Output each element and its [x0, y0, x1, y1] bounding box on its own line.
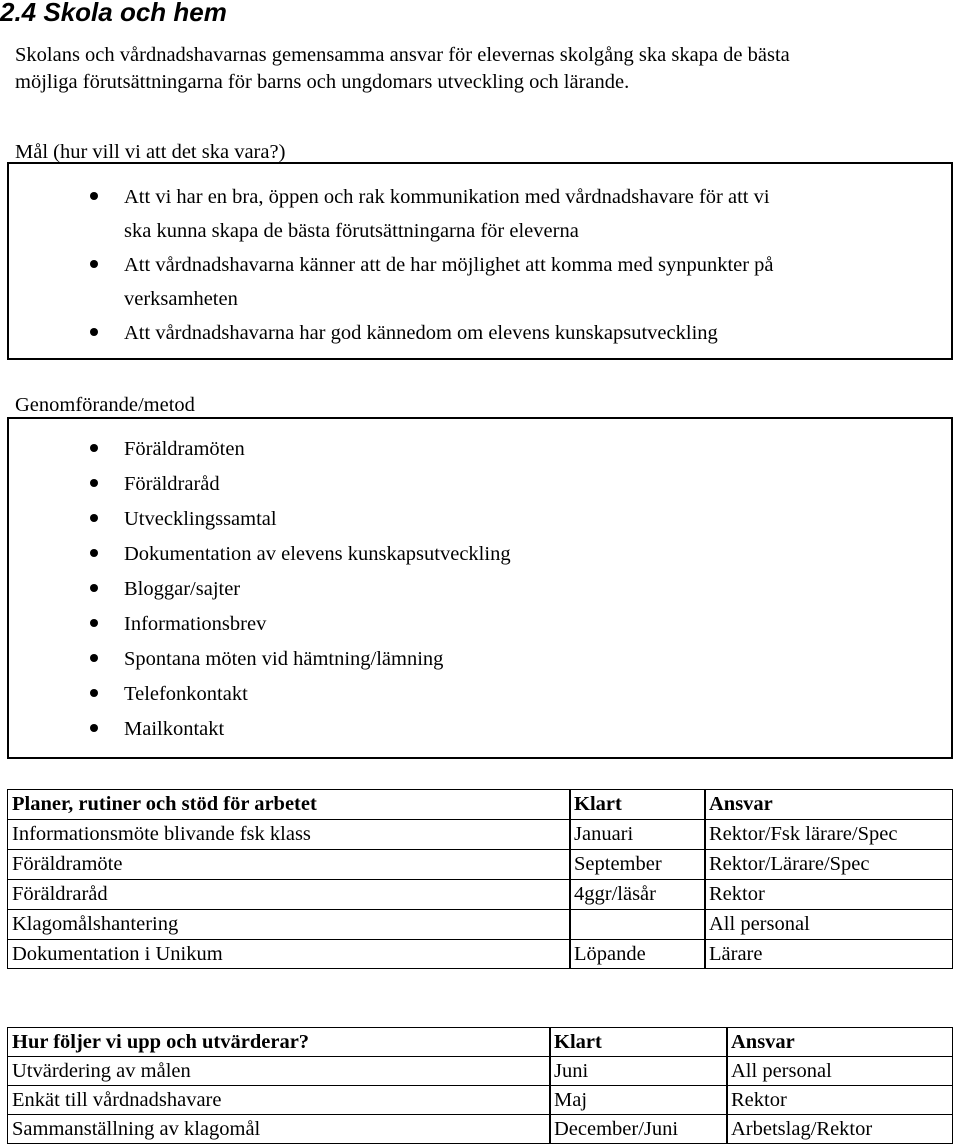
table-cell: Föräldramöte — [7, 849, 571, 880]
bullet-icon — [90, 689, 98, 697]
table-cell: 4ggr/läsår — [569, 879, 706, 910]
bullet-icon — [90, 584, 98, 592]
goal-item-line: ska kunna skapa de bästa förutsättningarna för eleverna — [124, 220, 579, 242]
method-item: Föräldramöten — [9, 432, 951, 466]
goal-item — [9, 316, 951, 350]
table-cell: Informationsmöte blivande fsk klass — [7, 819, 571, 850]
goals-box — [7, 162, 953, 360]
table-cell: Maj — [549, 1085, 728, 1115]
section-heading: 2.4 Skola och hem — [0, 0, 227, 27]
table-cell: Juni — [549, 1056, 728, 1086]
table-cell: Enkät till vårdnadshavare — [7, 1085, 551, 1115]
table-cell: Rektor/Lärare/Spec — [704, 849, 953, 880]
bullet-icon — [90, 549, 98, 557]
method-box — [7, 417, 953, 759]
intro-line-1: Skolans och vårdnadshavarnas gemensamma ansvar för elevernas skolgång ska skapa de bästa — [15, 44, 790, 66]
goals-title: Mål (hur vill vi att det ska vara?) — [15, 141, 286, 163]
method-item: Dokumentation av elevens kunskapsutveckling — [9, 537, 951, 571]
table-header-cell: Klart — [549, 1027, 728, 1057]
table-cell: Utvärdering av målen — [7, 1056, 551, 1086]
table-cell: Dokumentation i Unikum — [7, 939, 571, 969]
table-cell: Lärare — [704, 939, 953, 969]
goal-item — [9, 180, 951, 248]
goal-item-line: Att vi har en bra, öppen och rak kommunikation med vårdnadshavare för att vi — [124, 186, 770, 208]
method-item: Spontana möten vid hämtning/lämning — [9, 642, 951, 676]
goal-item — [9, 248, 951, 316]
bullet-icon — [90, 619, 98, 627]
bullet-icon — [90, 444, 98, 452]
table-cell: All personal — [726, 1056, 953, 1086]
table-header-cell: Hur följer vi upp och utvärderar? — [7, 1027, 551, 1057]
table-cell — [569, 909, 706, 940]
table-cell: Rektor/Fsk lärare/Spec — [704, 819, 953, 850]
method-item: Telefonkontakt — [9, 677, 951, 711]
table-cell: Sammanställning av klagomål — [7, 1114, 551, 1144]
bullet-icon — [90, 654, 98, 662]
table-cell: December/Juni — [549, 1114, 728, 1144]
table-cell: All personal — [704, 909, 953, 940]
table-cell: Rektor — [704, 879, 953, 910]
table-cell: Löpande — [569, 939, 706, 969]
table-cell: September — [569, 849, 706, 880]
bullet-icon — [90, 479, 98, 487]
table-cell: Föräldraråd — [7, 879, 571, 910]
bullet-icon — [90, 724, 98, 732]
intro-line-2: möjliga förutsättningarna för barns och ungdomars utveckling och lärande. — [15, 71, 630, 93]
table-cell: Januari — [569, 819, 706, 850]
method-item: Informationsbrev — [9, 607, 951, 641]
table-header-cell: Ansvar — [726, 1027, 953, 1057]
method-item: Föräldraråd — [9, 467, 951, 501]
table-header-cell: Klart — [569, 789, 706, 820]
bullet-icon — [90, 328, 98, 336]
bullet-icon — [90, 514, 98, 522]
table-cell: Arbetslag/Rektor — [726, 1114, 953, 1144]
bullet-icon — [90, 260, 98, 268]
table-header-cell: Planer, rutiner och stöd för arbetet — [7, 789, 571, 820]
table-cell: Rektor — [726, 1085, 953, 1115]
table-header-cell: Ansvar — [704, 789, 953, 820]
goal-item-line: Att vårdnadshavarna har god kännedom om elevens kunskapsutveckling — [124, 322, 718, 344]
method-title: Genomförande/metod — [15, 394, 195, 416]
method-item: Mailkontakt — [9, 712, 951, 746]
goal-item-line: verksamheten — [124, 288, 238, 310]
method-item: Utvecklingssamtal — [9, 502, 951, 536]
bullet-icon — [90, 192, 98, 200]
intro-paragraph — [15, 42, 960, 96]
table-cell: Klagomålshantering — [7, 909, 571, 940]
goal-item-line: Att vårdnadshavarna känner att de har möjlighet att komma med synpunkter på — [124, 254, 774, 276]
method-item: Bloggar/sajter — [9, 572, 951, 606]
